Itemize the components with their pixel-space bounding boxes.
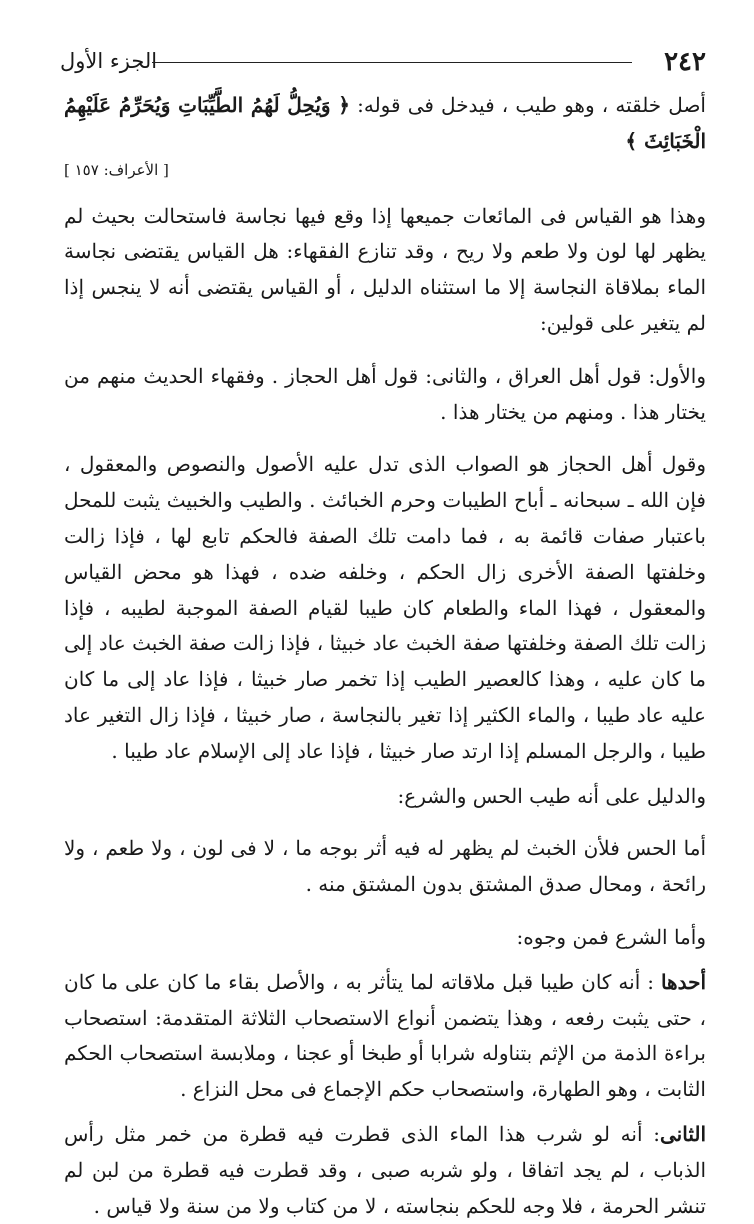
paragraph-8-lead: أحدها xyxy=(660,969,706,994)
page-header xyxy=(60,44,706,80)
paragraph-7: وأما الشرع فمن وجوه: xyxy=(516,924,706,949)
paragraph-9-text: : أنه لو شرب هذا الماء الذى قطرت فيه قطرة من خمر مثل رأس الذباب ، لم يجد اتفاقا ، ولو شربه صبى ، وقد قطرت فيه قطرة من لبن لم تنشر الحرمة ، فلا وجه للحكم بنجاسته ، لا من كتاب ولا من سنة ولا قياس . xyxy=(64,1121,706,1218)
paragraph-2: وهذا هو القياس فى المائعات جميعها إذا وقع فيها نجاسة فاستحالت بحيث لم يظهر لها لون ولا طعم ولا ريح ، وقد تنازع الفقهاء: هل القياس يقتضى نجاسة الماء بملاقاة النجاسة إلا ما استثناه الدليل ، أو القياس يقتضى أنه لا ينجس إذا لم يتغير على قولين: xyxy=(64,203,706,335)
page-body xyxy=(64,88,706,1224)
paragraph-1-text: أصل خلقته ، وهو طيب ، فيدخل فى قوله: xyxy=(350,93,706,117)
paragraph-9-lead: الثانى xyxy=(659,1121,706,1146)
paragraph-5: والدليل على أنه طيب الحس والشرع: xyxy=(397,783,706,808)
paragraph-8-text: : أنه كان طيبا قبل ملاقاته لما يتأثر به ، والأصل بقاء ما كان على ما كان ، حتى يثبت رفعه ، وهذا يتضمن أنواع الاستصحاب الثلاثة المتقدمة: استصحاب براءة الذمة من الإثم بتناوله شرابا أو طبخا أو عجنا ، وملابسة استصحاب الحكم الثابت ، وهو الطهارة، واستصحاب حكم الإجماع فى محل النزاع . xyxy=(64,969,706,1102)
verse-citation: [ الأعراف: ١٥٧ ] xyxy=(64,160,169,179)
paragraph-6: أما الحس فلأن الخبث لم يظهر له فيه أثر بوجه ما ، لا فى لون ، ولا طعم ، ولا رائحة ، ومحال صدق المشتق بدون المشتق منه . xyxy=(64,836,706,897)
verse-citation-row xyxy=(64,158,706,182)
paragraph-1 xyxy=(64,88,706,160)
paragraph-8 xyxy=(64,965,706,1108)
page-number: ٢٤٢ xyxy=(664,47,706,77)
quran-verse: ﴿ وَيُحِلُّ لَهُمُ الطَّيِّبَاتِ وَيُحَرِّمُ عَلَيْهِمُ الْخَبَائِثَ ﴾ xyxy=(64,93,706,153)
paragraph-4: وقول أهل الحجاز هو الصواب الذى تدل عليه الأصول والنصوص والمعقول ، فإن الله ـ سبحانه ـ أباح الطيبات وحرم الخبائث . والطيب والخبيث يثبت للمحل باعتبار صفات قائمة به ، فما دامت تلك الصفة فالحكم تابع لها ، فإذا زالت وخلفتها الصفة الأخرى زال الحكم ، وخلفه ضده ، فهذا هو محض القياس والمعقول ، فهذا الماء والطعام كان طيبا لقيام الصفة الموجبة لطيبه ، فإذا زالت تلك الصفة وخلفتها صفة الخبث عاد خبيثا ، فإذا زالت صفة الخبث عاد إلى ما كان عليه ، وهذا كالعصير الطيب إذا تخمر صار خبيثا ، فإذا عاد إلى ما كان عليه عاد طيبا ، والماء الكثير إذا تغير بالنجاسة ، صار خبيثا ، فإذا زال التغير عاد طيبا ، والرجل المسلم إذا ارتد صار خبيثا ، فإذا عاد إلى الإسلام عاد طيبا . xyxy=(64,452,706,763)
paragraph-3: والأول: قول أهل العراق ، والثانى: قول أهل الحجاز . وفقهاء الحديث منهم من يختار هذا . ومنهم من يختار هذا . xyxy=(64,363,706,424)
part-title: الجزء الأول xyxy=(60,49,158,73)
header-rule xyxy=(152,62,632,63)
paragraph-9 xyxy=(64,1117,706,1224)
